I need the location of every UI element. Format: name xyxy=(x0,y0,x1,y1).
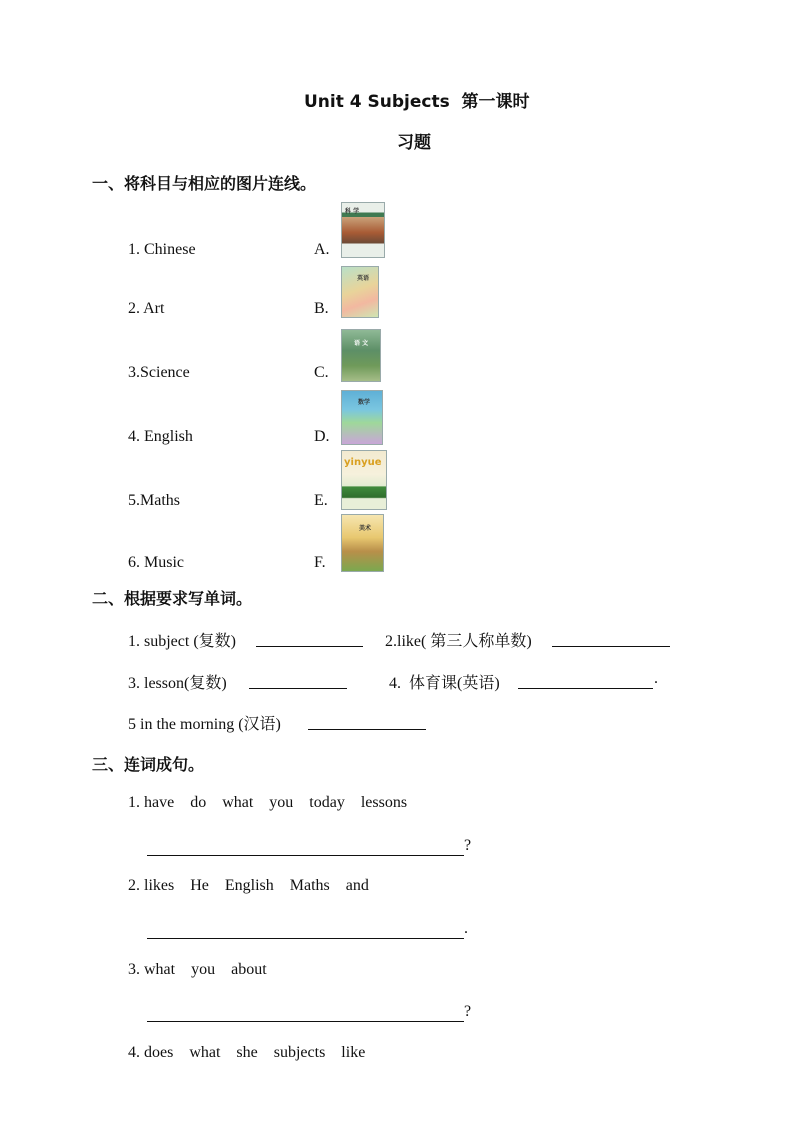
option-letter: C. xyxy=(314,364,329,381)
answer-blank[interactable] xyxy=(256,646,363,647)
section-heading-1: 一、将科目与相应的图片连线。 xyxy=(92,174,317,193)
book-label: 科 学 xyxy=(345,208,360,215)
word-list: 2. likes He English Maths and xyxy=(128,877,369,894)
section-heading-2: 二、根据要求写单词。 xyxy=(92,589,253,608)
subject-item: 6. Music xyxy=(128,554,184,571)
book-label: 数学 xyxy=(358,399,371,406)
question-item: 4. 体育课(英语) xyxy=(389,675,500,692)
page-title: Unit 4 Subjects 第一课时 xyxy=(304,92,530,112)
question-item: 2.like( 第三人称单数) xyxy=(385,633,532,650)
word-list: 1. have do what you today lessons xyxy=(128,794,408,811)
subject-item: 2. Art xyxy=(128,300,165,317)
page-subtitle: 习题 xyxy=(397,133,431,153)
english-book-image xyxy=(341,266,379,318)
option-letter: D. xyxy=(314,428,330,445)
option-letter: F. xyxy=(314,554,326,571)
option-letter: A. xyxy=(314,241,330,258)
option-letter: E. xyxy=(314,492,328,509)
end-mark: ? xyxy=(464,1003,472,1020)
sentence-blank[interactable] xyxy=(147,938,464,939)
word-list: 3. what you about xyxy=(128,961,267,978)
question-item: 3. lesson(复数) xyxy=(128,675,227,692)
maths-book-image xyxy=(341,390,383,445)
option-letter: B. xyxy=(314,300,329,317)
question-item: 5 in the morning (汉语) xyxy=(128,716,281,733)
book-label: 美术 xyxy=(359,525,372,532)
art-book-image xyxy=(341,514,384,572)
answer-blank[interactable] xyxy=(552,646,670,647)
section-heading-3: 三、连词成句。 xyxy=(92,755,205,774)
book-label: 英语 xyxy=(357,275,370,282)
subject-item: 5.Maths xyxy=(128,492,180,509)
music-book-image xyxy=(341,450,387,510)
end-mark: ? xyxy=(464,837,472,854)
chinese-book-image xyxy=(341,329,381,382)
end-mark: . xyxy=(654,670,658,687)
science-book-image xyxy=(341,202,385,258)
book-label: 语 文 xyxy=(354,340,369,347)
subject-item: 1. Chinese xyxy=(128,241,196,258)
sentence-blank[interactable] xyxy=(147,1021,464,1022)
answer-blank[interactable] xyxy=(518,688,653,689)
sentence-blank[interactable] xyxy=(147,855,464,856)
answer-blank[interactable] xyxy=(249,688,347,689)
subject-item: 3.Science xyxy=(128,364,190,381)
answer-blank[interactable] xyxy=(308,729,426,730)
book-label: yinyue xyxy=(344,457,382,468)
subject-item: 4. English xyxy=(128,428,193,445)
word-list: 4. does what she subjects like xyxy=(128,1044,366,1061)
question-item: 1. subject (复数) xyxy=(128,633,236,650)
end-mark: . xyxy=(464,920,468,937)
